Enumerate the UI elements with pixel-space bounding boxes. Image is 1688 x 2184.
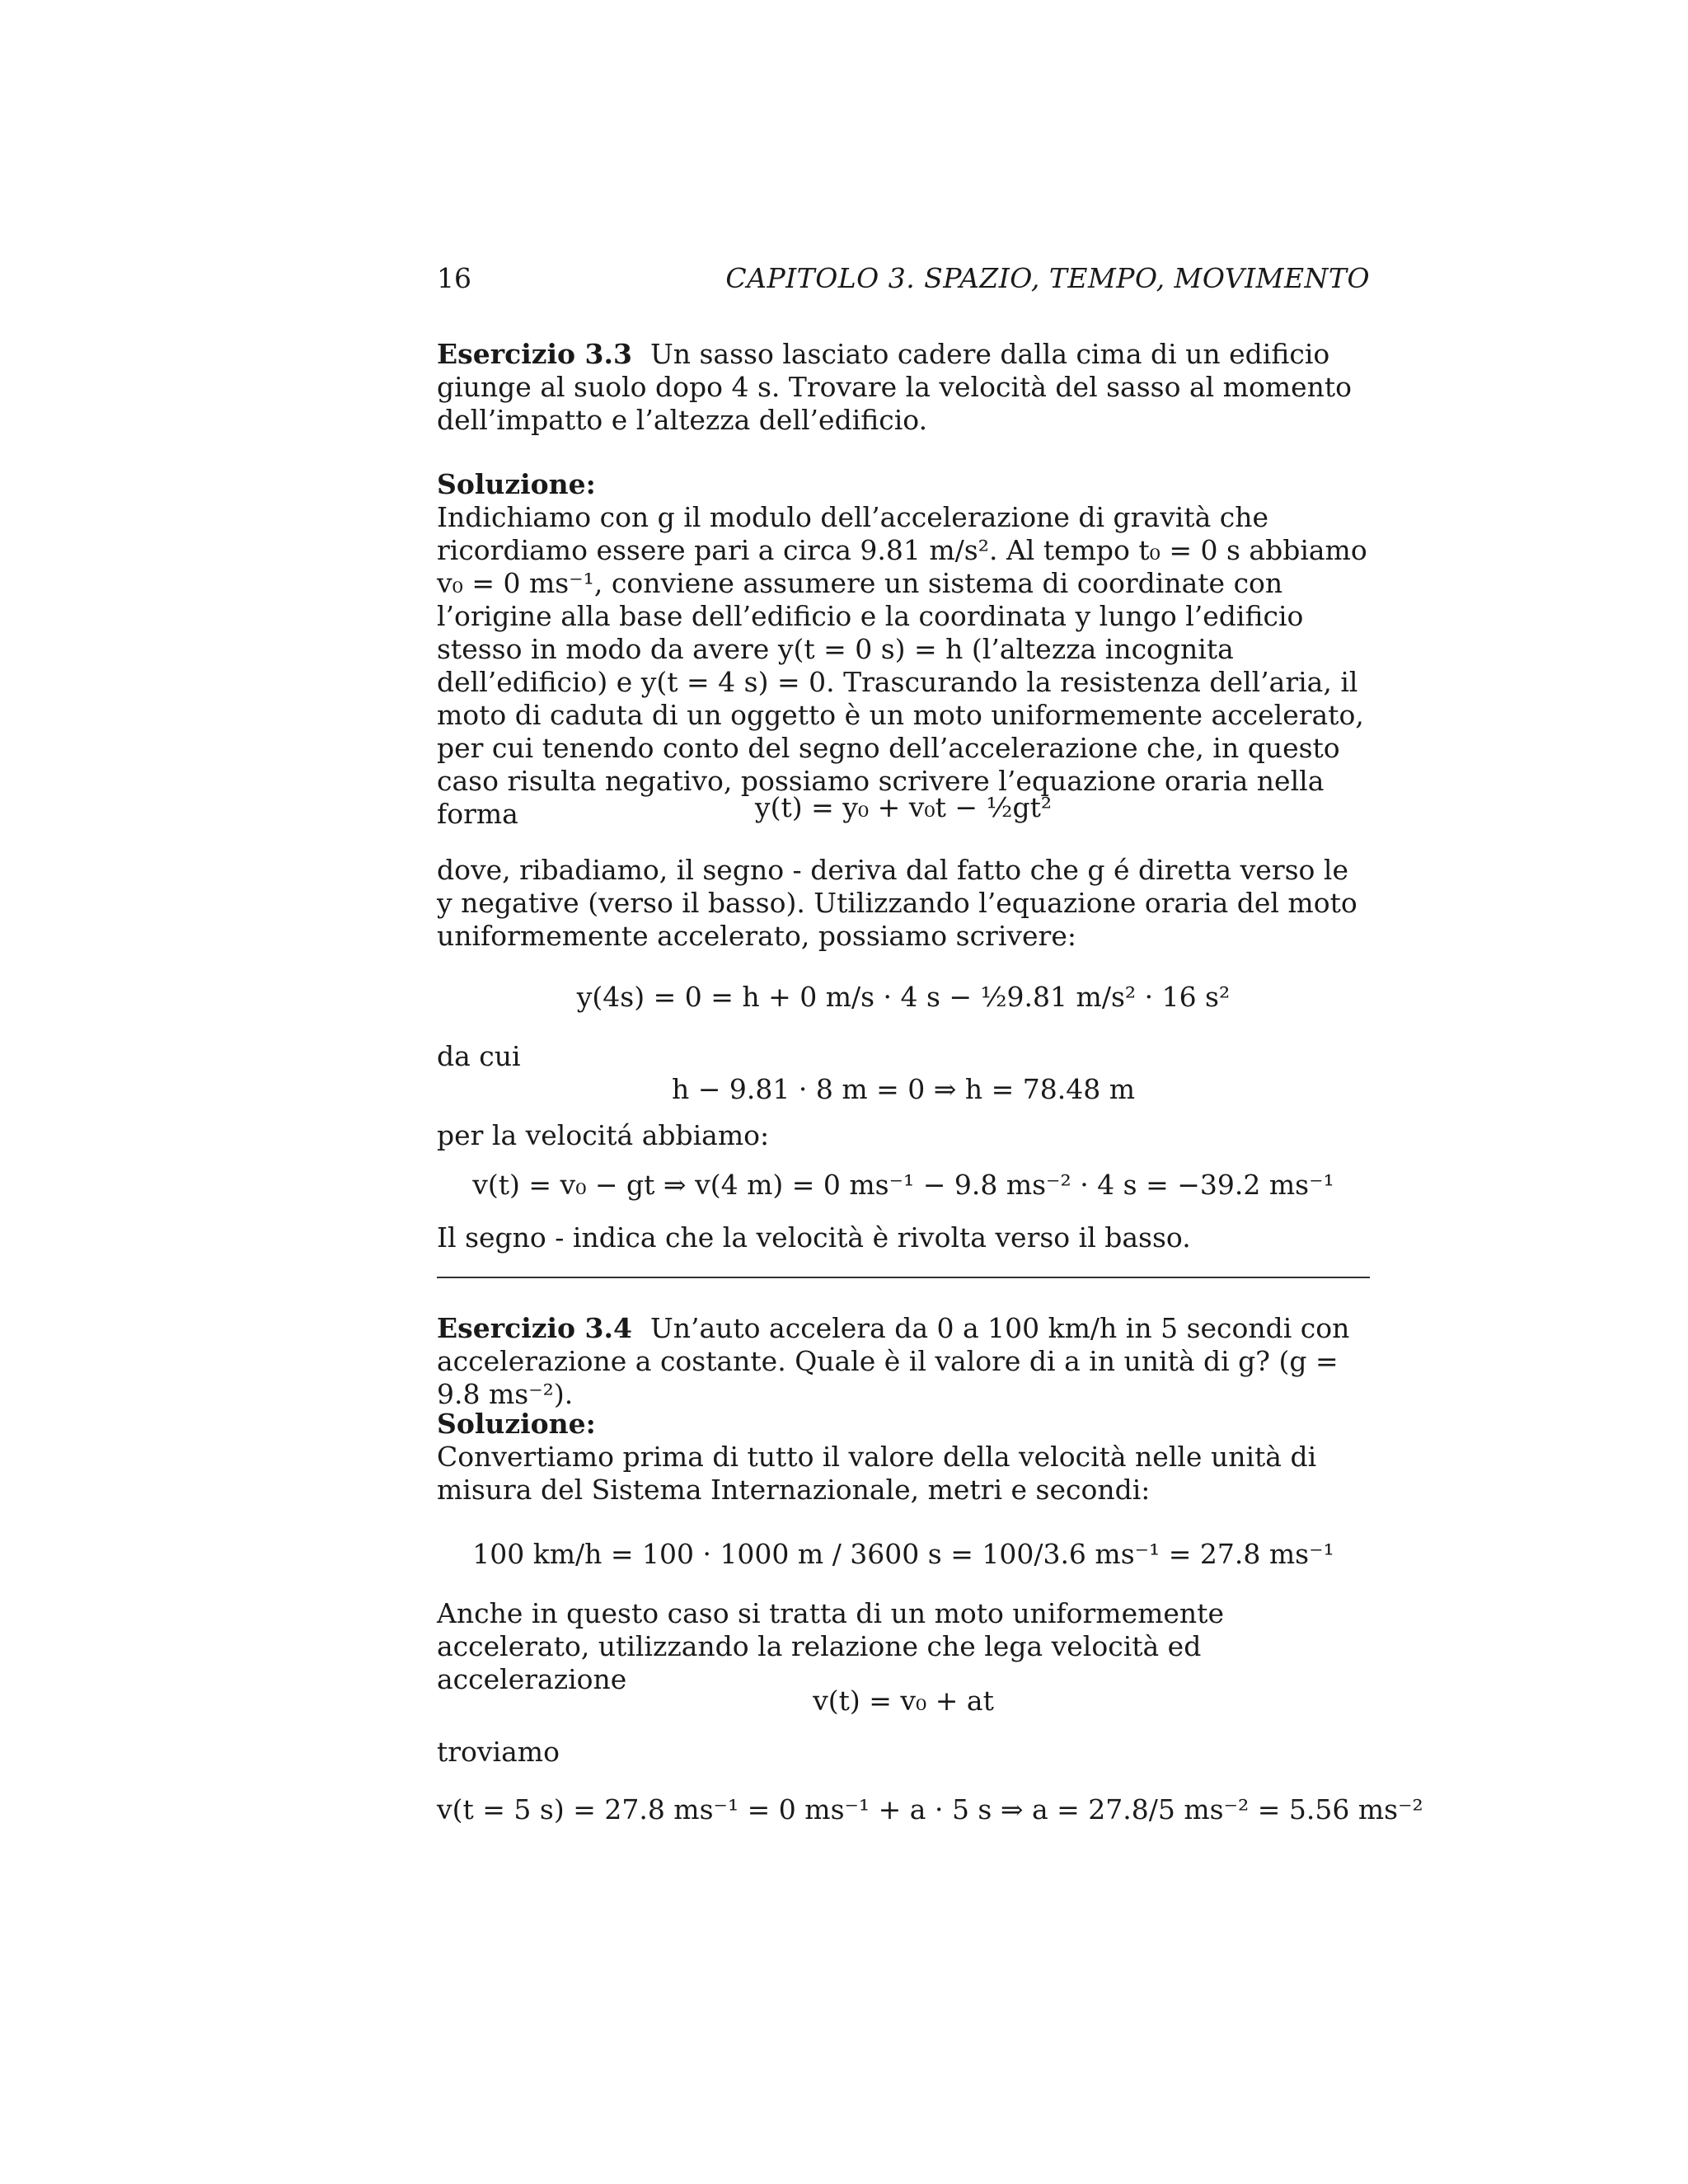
section-divider (437, 1277, 1370, 1278)
exercise-3-4-equation-3: v(t = 5 s) = 27.8 ms⁻¹ = 0 ms⁻¹ + a · 5 s ⇒ a = 27.8/5 ms⁻² = 5.56 ms⁻² (437, 1793, 1423, 1825)
exercise-3-3-label: Esercizio 3.3 (437, 338, 632, 370)
exercise-3-4-equation-1: 100 km/h = 100 · 1000 m / 3600 s = 100/3.6 ms⁻¹ = 27.8 ms⁻¹ (472, 1538, 1334, 1570)
running-head: CAPITOLO 3. SPAZIO, TEMPO, MOVIMENTO (725, 262, 1370, 294)
exercise-3-3-equation-4: v(t) = v₀ − gt ⇒ v(4 m) = 0 ms⁻¹ − 9.8 ms⁻² · 4 s = −39.2 ms⁻¹ (472, 1169, 1334, 1201)
exercise-3-3-equation-2: y(4s) = 0 = h + 0 m/s · 4 s − ½9.81 m/s² · 16 s² (576, 981, 1231, 1013)
exercise-3-3-text: Un sasso lasciato cadere dalla cima di un edificio giunge al suolo dopo 4 s. Trovare la velocità del sasso al momento dell’impatto e l’altezza dell’edificio. (437, 338, 1353, 436)
exercise-3-3-da-cui: da cui (437, 1040, 521, 1072)
page-header (437, 262, 1370, 298)
exercise-3-3-solution-text: Indichiamo con g il modulo dell’accelerazione di gravità che ricordiamo essere pari a circa 9.81 m/s². Al tempo t₀ = 0 s abbiamo v₀ = 0 ms⁻¹, conviene assumere un sistema di coordinate con l’origine alla base dell’edificio e la coordinata y lungo l’edificio stesso in modo da avere y(t = 0 s) = h (l’altezza incognita dell’edificio) e y(t = 4 s) = 0. Trascurando la resistenza dell’aria, il moto di caduta di un oggetto è un moto uniformemente accelerato, per cui tenendo conto del segno dell’accelerazione che, in questo caso risulta negativo, possiamo scrivere l’equazione oraria nella forma (437, 501, 1367, 830)
exercise-3-4-explanation: Anche in questo caso si tratta di un moto uniformemente accelerato, utilizzando la relazione che lega velocità ed accelerazione (437, 1597, 1224, 1695)
exercise-3-4-statement (437, 1312, 1370, 1411)
exercise-3-4-solution-label: Soluzione: (437, 1408, 596, 1440)
exercise-3-4-solution-text: Convertiamo prima di tutto il valore della velocità nelle unità di misura del Sistema Internazionale, metri e secondi: (437, 1441, 1317, 1506)
exercise-3-3-explanation: dove, ribadiamo, il segno - deriva dal fatto che g é diretta verso le y negative (verso il basso). Utilizzando l’equazione oraria del moto uniformemente accelerato, possiamo scrivere: (437, 854, 1357, 952)
exercise-3-4-equation-2: v(t) = v₀ + at (813, 1685, 994, 1717)
exercise-3-4-label: Esercizio 3.4 (437, 1312, 632, 1344)
page-number: 16 (437, 262, 471, 294)
exercise-3-3-statement (437, 338, 1370, 437)
exercise-3-3-equation-1: y(t) = y₀ + v₀t − ½gt² (754, 791, 1053, 823)
exercise-3-3-equation-3: h − 9.81 · 8 m = 0 ⇒ h = 78.48 m (672, 1073, 1135, 1105)
exercise-3-3-velocity-intro: per la velocitá abbiamo: (437, 1119, 770, 1151)
exercise-3-4-text: Un’auto accelera da 0 a 100 km/h in 5 secondi con accelerazione a costante. Quale è il valore di a in unità di g? (g = 9.8 ms⁻²). (437, 1312, 1350, 1410)
exercise-3-3-closing: Il segno - indica che la velocità è rivolta verso il basso. (437, 1221, 1191, 1254)
exercise-3-4-troviamo: troviamo (437, 1736, 560, 1768)
exercise-3-3-solution-label: Soluzione: (437, 468, 596, 500)
